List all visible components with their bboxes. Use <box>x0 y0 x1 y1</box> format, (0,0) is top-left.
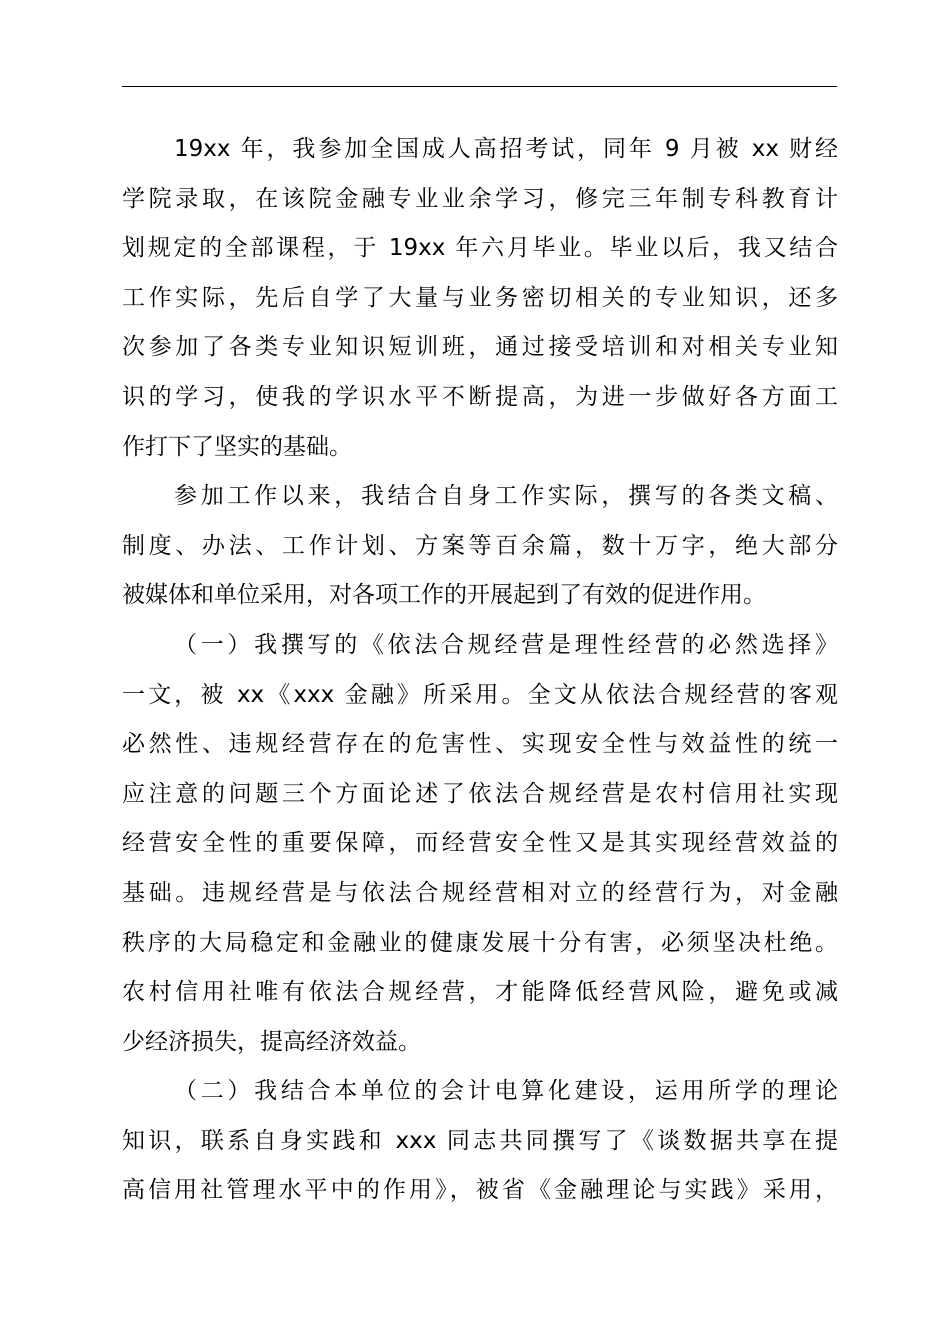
paragraph-writing-summary <box>122 472 838 621</box>
text-line: 作打下了坚实的基础。 <box>122 433 352 460</box>
paragraph-article-one <box>122 621 838 1067</box>
text-line: 划规定的全部课程，于 19xx 年六月毕业。毕业以后，我又结合 <box>122 235 838 262</box>
text-line: 制度、办法、工作计划、方案等百余篇，数十万字，绝大部分 <box>122 532 838 559</box>
text-line: 秩序的大局稳定和金融业的健康发展十分有害，必须坚决杜绝。 <box>122 929 838 956</box>
document-body <box>122 125 838 1216</box>
text-line: 必然性、违规经营存在的危害性、实现安全性与效益性的统一 <box>122 731 838 758</box>
header-rule <box>122 86 837 87</box>
text-line: 应注意的问题三个方面论述了依法合规经营是农村信用社实现 <box>122 780 838 807</box>
text-line: 工作实际，先后自学了大量与业务密切相关的专业知识，还多 <box>122 284 838 311</box>
text-line: 次参加了各类专业知识短训班，通过接受培训和对相关专业知 <box>122 334 838 361</box>
text-line: （一）我撰写的《依法合规经营是理性经营的必然选择》 <box>174 631 838 658</box>
text-line: 农村信用社唯有依法合规经营，才能降低经营风险，避免或减 <box>122 979 838 1006</box>
paragraph-education <box>122 125 838 472</box>
text-line: 基础。违规经营是与依法合规经营相对立的经营行为，对金融 <box>122 879 838 906</box>
text-line: 少经济损失，提高经济效益。 <box>122 1028 421 1055</box>
text-line: （二）我结合本单位的会计电算化建设，运用所学的理论 <box>174 1078 838 1105</box>
text-line: 识的学习，使我的学识水平不断提高，为进一步做好各方面工 <box>122 383 838 410</box>
paragraph-article-two <box>122 1067 838 1216</box>
text-line: 一文，被 xx《xxx 金融》所采用。全文从依法合规经营的客观 <box>122 681 838 708</box>
text-line: 参加工作以来，我结合自身工作实际，撰写的各类文稿、 <box>174 483 838 510</box>
text-line: 19xx 年，我参加全国成人高招考试，同年 9 月被 xx 财经 <box>174 136 838 162</box>
text-line: 知识，联系自身实践和 xxx 同志共同撰写了《谈数据共享在提 <box>122 1127 838 1154</box>
text-line: 学院录取，在该院金融专业业余学习，修完三年制专科教育计 <box>122 185 838 212</box>
text-line: 经营安全性的重要保障，而经营安全性又是其实现经营效益的 <box>122 830 838 857</box>
text-line: 高信用社管理水平中的作用》，被省《金融理论与实践》采用， <box>122 1177 838 1204</box>
text-line: 被媒体和单位采用，对各项工作的开展起到了有效的促进作用。 <box>122 582 766 609</box>
